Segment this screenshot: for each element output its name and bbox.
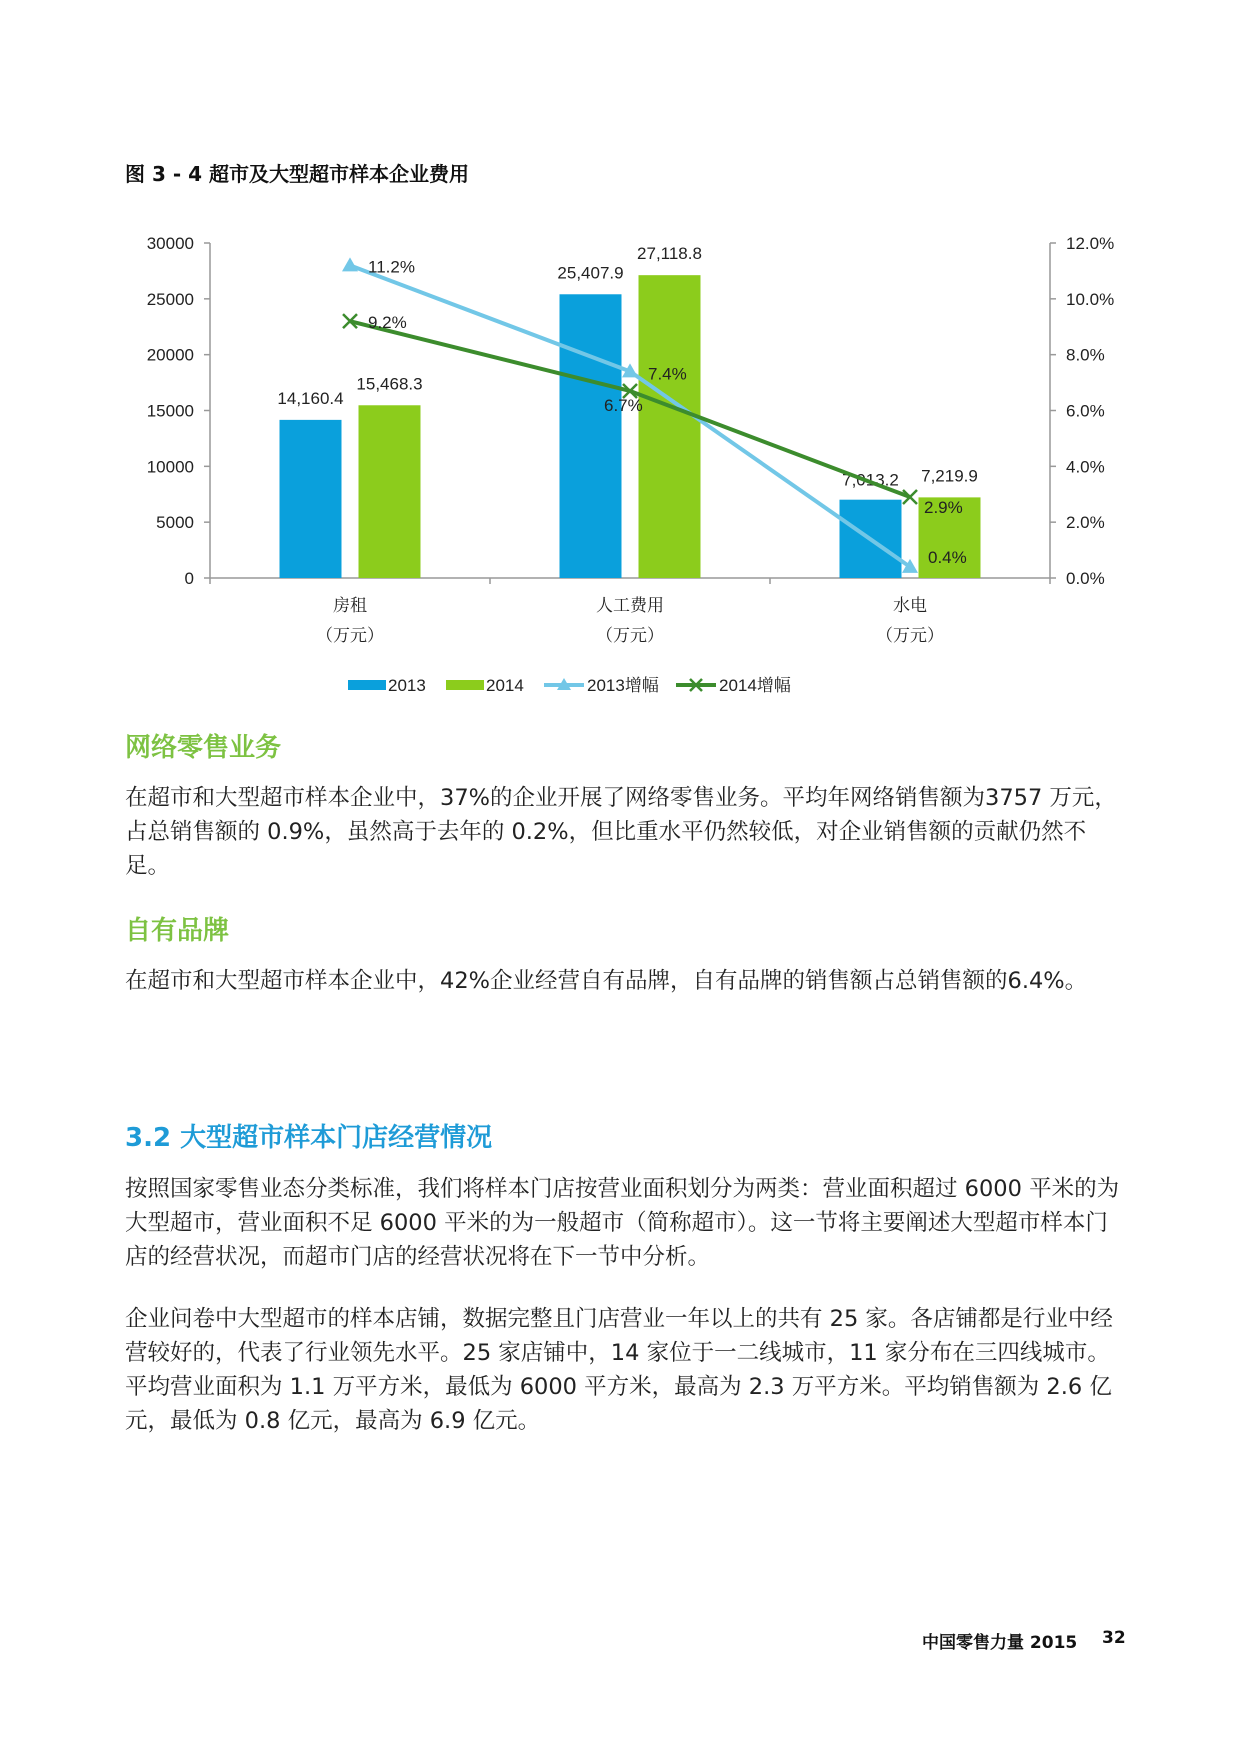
- y-right-tick-label: 0.0%: [1066, 569, 1105, 588]
- paragraph-sample-stores: 企业问卷中大型超市的样本店铺，数据完整且门店营业一年以上的共有 25 家。各店铺都是行业中经营较好的，代表了行业领先水平。25 家店铺中，14 家位于一二线城市，11 家分布在三四线城市。平均营业面积为 1.1 万平方米，最低为 6000 平方米，最高为 2.3 万平方米。平均销售额为 2.6 亿元，最低为 0.8 亿元，最高为 6.9 亿元。: [125, 1306, 1113, 1434]
- y-right-tick-label: 8.0%: [1066, 345, 1105, 365]
- y-left-tick-label: 5000: [156, 513, 194, 533]
- section-heading-hypermarket: 3.2 大型超市样本门店经营情况: [125, 1123, 493, 1153]
- y-right-tick-label: 6.0%: [1066, 401, 1105, 421]
- y-right-tick-label: 2.0%: [1066, 513, 1105, 533]
- line-value-label: 9.2%: [368, 313, 407, 333]
- y-left-tick-label: 0: [184, 569, 194, 588]
- figure-title: 图 3 - 4 超市及大型超市样本企业费用: [125, 162, 469, 186]
- y-left-tick-label: 20000: [146, 345, 194, 365]
- y-left-tick-label: 30000: [146, 234, 194, 253]
- section-heading-private-label: 自有品牌: [125, 916, 230, 946]
- legend-label: 2013: [388, 676, 426, 695]
- legend-swatch-2013: [348, 680, 386, 690]
- bar-value-label: 25,407.9: [557, 263, 624, 283]
- legend-label: 2014增幅: [719, 676, 791, 695]
- x-category-unit-label: （万元）: [316, 626, 384, 645]
- y-left-tick-label: 15000: [146, 401, 194, 421]
- x-category-label: 人工费用: [596, 596, 664, 615]
- legend-label: 2014: [486, 676, 524, 695]
- legend-swatch-2014: [446, 680, 484, 690]
- bar-2014: [359, 405, 421, 578]
- line-value-label: 6.7%: [604, 395, 643, 415]
- expense-chart: [120, 225, 1140, 710]
- bar-2014: [639, 275, 701, 578]
- line-value-label: 2.9%: [924, 498, 963, 518]
- line-marker-triangle: [342, 257, 358, 271]
- bar-value-label: 15,468.3: [356, 374, 423, 394]
- paragraph-classification: 按照国家零售业态分类标准，我们将样本门店按营业面积划分为两类：营业面积超过 6000 平米的为大型超市，营业面积不足 6000 平米的为一般超市（简称超市）。这一节将主要阐述大型超市样本门店的经营状况，而超市门店的经营状况将在下一节中分析。: [125, 1176, 1120, 1270]
- bar-2013: [280, 420, 342, 578]
- bar-2013: [560, 294, 622, 578]
- y-right-tick-label: 12.0%: [1066, 234, 1115, 253]
- line-value-label: 0.4%: [928, 547, 967, 567]
- section-heading-online-retail: 网络零售业务: [125, 733, 282, 763]
- bar-value-label: 27,118.8: [637, 244, 702, 264]
- y-right-tick-label: 4.0%: [1066, 457, 1105, 477]
- y-left-tick-label: 25000: [146, 289, 194, 309]
- x-category-unit-label: （万元）: [876, 626, 944, 645]
- line-value-label: 11.2%: [368, 257, 415, 277]
- bar-value-label: 7,219.9: [921, 466, 978, 486]
- y-right-tick-label: 10.0%: [1066, 289, 1115, 309]
- bar-value-label: 14,160.4: [277, 388, 344, 408]
- paragraph-online-retail: 在超市和大型超市样本企业中，37%的企业开展了网络零售业务。平均年网络销售额为3757 万元，占总销售额的 0.9%，虽然高于去年的 0.2%，但比重水平仍然较低，对企业销售额的贡献仍然不足。: [125, 785, 1117, 879]
- y-left-tick-label: 10000: [146, 457, 194, 477]
- x-category-label: 水电: [893, 596, 927, 615]
- footer-page-number: 32: [1102, 1628, 1126, 1648]
- footer-publication: 中国零售力量 2015: [922, 1633, 1078, 1653]
- x-category-label: 房租: [333, 596, 367, 615]
- line-value-label: 7.4%: [648, 364, 687, 384]
- line-2013增幅: [350, 265, 910, 567]
- paragraph-private-label: 在超市和大型超市样本企业中，42%企业经营自有品牌，自有品牌的销售额占总销售额的6.4%。: [125, 968, 1088, 994]
- x-category-unit-label: （万元）: [596, 626, 664, 645]
- legend-label: 2013增幅: [587, 676, 659, 695]
- bar-value-label: 7,013.2: [842, 470, 899, 490]
